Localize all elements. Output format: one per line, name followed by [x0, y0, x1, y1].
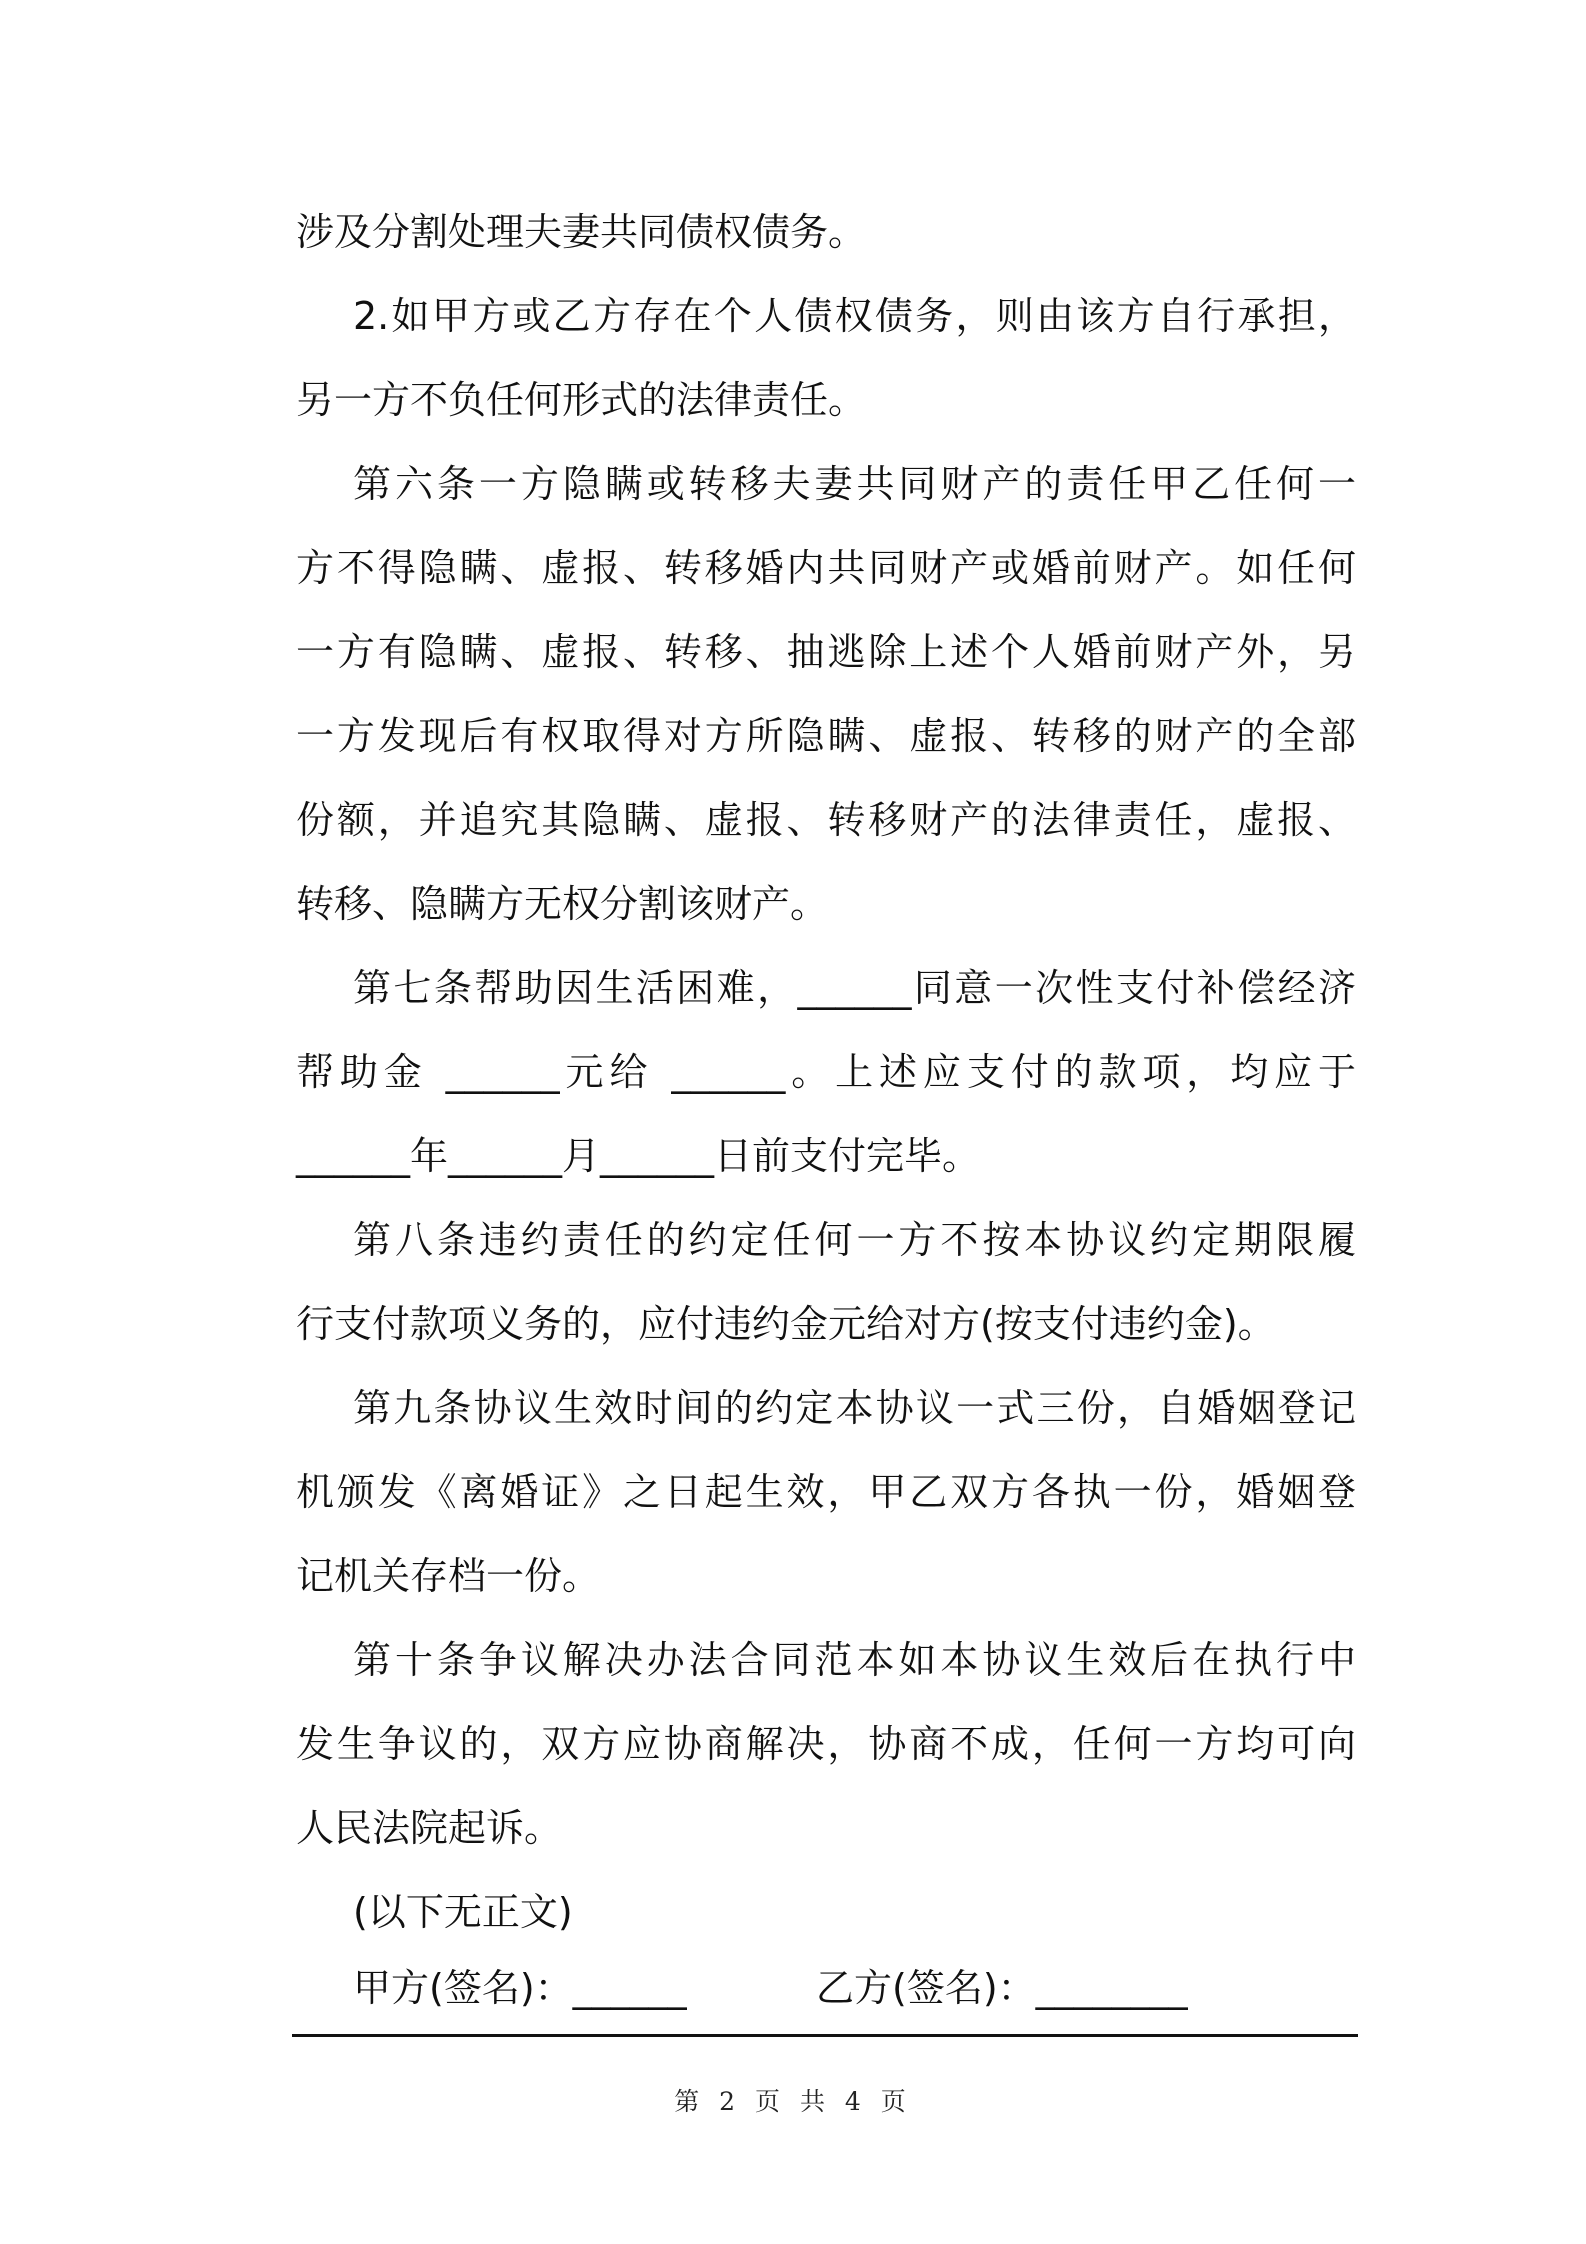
document-body	[296, 190, 1356, 1954]
text-line: 一方发现后有权取得对方所隐瞒、虚报、转移的财产的全部	[296, 714, 1356, 758]
text-line: (以下无正文)	[353, 1890, 573, 1934]
text-line: ______年______月______日前支付完毕。	[296, 1134, 981, 1178]
text-line: 发生争议的，双方应协商解决，协商不成，任何一方均可向	[296, 1722, 1356, 1766]
text-line: 份额，并追究其隐瞒、虚报、转移财产的法律责任，虚报、	[296, 798, 1356, 842]
text-line: 行支付款项义务的，应付违约金元给对方(按支付违约金)。	[296, 1302, 1276, 1346]
text-line: 方不得隐瞒、虚报、转移婚内共同财产或婚前财产。如任何	[296, 546, 1356, 590]
text-line: 第七条帮助因生活困难，______同意一次性支付补偿经济	[353, 966, 1356, 1010]
text-line: 人民法院起诉。	[296, 1806, 563, 1850]
footer-divider	[292, 2034, 1358, 2037]
text-line: 另一方不负任何形式的法律责任。	[296, 378, 867, 422]
party-a-signature: 甲方(签名)：______	[353, 1966, 687, 2010]
text-line: 2.如甲方或乙方存在个人债权债务，则由该方自行承担，	[353, 294, 1356, 338]
text-line: 第六条一方隐瞒或转移夫妻共同财产的责任甲乙任何一	[353, 462, 1356, 506]
text-line: 涉及分割处理夫妻共同债权债务。	[296, 210, 867, 254]
text-line: 转移、隐瞒方无权分割该财产。	[296, 882, 829, 926]
party-b-signature: 乙方(签名)：________	[816, 1966, 1188, 2010]
text-line: 第八条违约责任的约定任何一方不按本协议约定期限履	[353, 1218, 1356, 1262]
text-line: 一方有隐瞒、虚报、转移、抽逃除上述个人婚前财产外，另	[296, 630, 1356, 674]
signature-row	[296, 1946, 1356, 2030]
text-line: 机颁发《离婚证》之日起生效，甲乙双方各执一份，婚姻登	[296, 1470, 1356, 1514]
page-number: 第 2 页 共 4 页	[674, 2087, 912, 2116]
text-line: 帮助金 ______元给 ______。上述应支付的款项，均应于	[296, 1050, 1356, 1094]
text-line: 第九条协议生效时间的约定本协议一式三份，自婚姻登记	[353, 1386, 1356, 1430]
text-line: 第十条争议解决办法合同范本如本协议生效后在执行中	[353, 1638, 1356, 1682]
text-line: 记机关存档一份。	[296, 1554, 601, 1598]
